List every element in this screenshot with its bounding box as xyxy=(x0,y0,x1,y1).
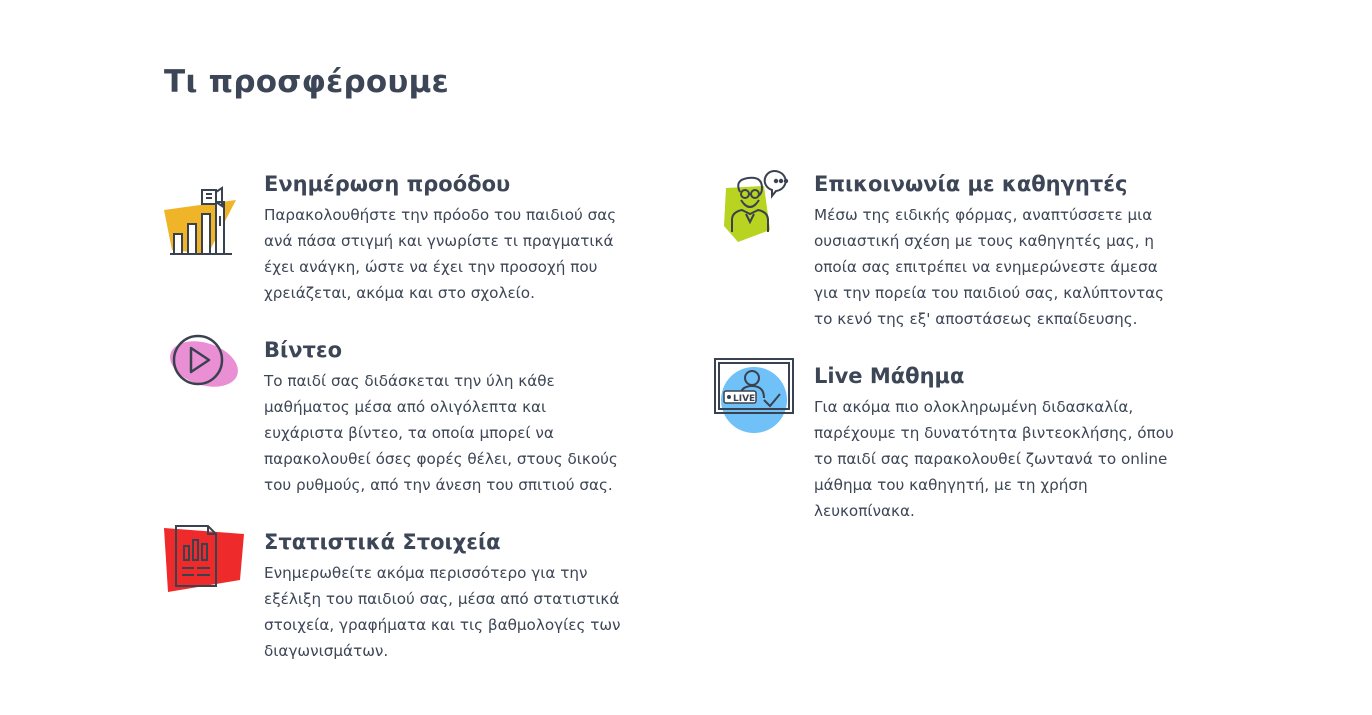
feature-description: Μέσω της ειδικής φόρμας, αναπτύσσετε μια ουσιαστική σχέση με τους καθηγητές μας, η οποία σας επιτρέπει να ενημερώνεστε άμεσα για την πορεία του παιδιού σας, καλύπτοντας το κενό της εξ' αποστάσεως εκπαίδευσης. xyxy=(814,206,1165,328)
feature-description: Παρακολουθήστε την πρόοδο του παιδιού σας ανά πάσα στιγμή και γνωρίστε τι πραγματικά έχει ανάγκη, ώστε να έχει την προσοχή που χρειάζεται, ακόμα και στο σχολείο. xyxy=(264,206,617,302)
live-lesson-icon xyxy=(714,358,794,438)
feature-progress-text xyxy=(264,170,624,306)
feature-title: Επικοινωνία με καθηγητές xyxy=(814,172,1128,196)
statistics-document-icon xyxy=(164,524,244,604)
video-play-icon xyxy=(164,332,244,412)
feature-title: Στατιστικά Στοιχεία xyxy=(264,530,501,554)
progress-chart-icon xyxy=(164,182,244,262)
feature-description: Το παιδί σας διδάσκεται την ύλη κάθε μαθήματος μέσα από ολιγόλεπτα και ευχάριστα βίντεο, τα οποία μπορεί να παρακολουθεί όσες φορές θέλει, στους δικούς του ρυθμούς, από την άνεση του σπιτιού σας. xyxy=(264,372,618,494)
feature-title: Live Μάθημα xyxy=(814,364,965,388)
teacher-chat-icon xyxy=(714,166,794,246)
feature-statistics-text xyxy=(264,528,624,664)
feature-teachers-text xyxy=(814,170,1174,332)
section-title: Τι προσφέρουμε xyxy=(164,64,449,100)
feature-description: Για ακόμα πιο ολοκληρωμένη διδασκαλία, παρέχουμε τη δυνατότητα βιντεοκλήσης, όπου το παιδί σας παρακολουθεί ζωντανά το online μάθημα του καθηγητή, με τη χρήση λευκοπίνακα. xyxy=(814,398,1174,520)
feature-title: Ενημέρωση προόδου xyxy=(264,172,511,196)
feature-video-text xyxy=(264,336,624,498)
feature-title: Βίντεο xyxy=(264,338,343,362)
feature-description: Ενημερωθείτε ακόμα περισσότερο για την εξέλιξη του παιδιού σας, μέσα από στατιστικά στοιχεία, γραφήματα και τις βαθμολογίες των διαγωνισμάτων. xyxy=(264,564,621,660)
feature-live-lesson-text xyxy=(814,362,1174,524)
live-label: LIVE xyxy=(733,394,756,404)
